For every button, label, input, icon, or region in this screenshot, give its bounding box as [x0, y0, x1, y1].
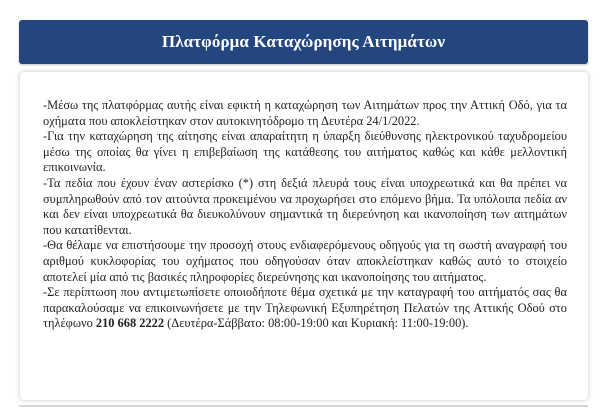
info-paragraph-plate-number: -Θα θέλαμε να επιστήσουμε την προσοχή στους ενδιαφερόμενους οδηγούς για τη σωστή αναγραφή του αριθμού κυκλοφορίας του οχήματος που οδηγούσαν όταν αποκλείστηκαν καθώς αυτό το στοιχείο αποτελεί μία από τις βασικές πληροφορίες διερεύνησης και ικανοποίησης του αιτήματος.	[43, 238, 567, 284]
info-paragraph-email: -Για την καταχώρηση της αίτησης είναι απαραίτητη η ύπαρξη διεύθυνσης ηλεκτρονικού ταχυδρομείου μέσω της οποίας θα γίνει η επιβεβαίωση της κατάθεσης του αιτήματος καθώς και κάθε μελλοντική επικοινωνία.	[43, 129, 567, 175]
contact-text: -Σε περίπτωση που αντιμετωπίσετε οποιοδήποτε θέμα σχετικά με την καταγραφή του αιτήματός σας θα παρακαλούσαμε να επικοινωνήσετε με την Τηλεφωνική Εξυπηρέτηση Πελατών της Αττικής Οδού στο τηλέφωνο	[43, 285, 567, 331]
info-paragraph-contact	[43, 285, 567, 332]
info-text	[43, 98, 567, 332]
footer-divider	[19, 405, 588, 407]
contact-hours: (Δευτέρα-Σάββατο: 08:00-19:00 και Κυριακή: 11:00-19:00).	[164, 316, 469, 331]
page-title: Πλατφόρμα Καταχώρησης Αιτημάτων	[161, 32, 446, 51]
contact-phone-number: 210 668 2222	[95, 316, 165, 331]
info-paragraph-required-fields: -Τα πεδία που έχουν έναν αστερίσκο (*) στη δεξιά πλευρά τους είναι υποχρεωτικά και θα πρέπει να συμπληρωθούν από τον αιτούντα προκειμένου να προχωρήσει στο επόμενο βήμα. Τα υπόλοιπα πεδία αν και δεν είναι υποχρεωτικά θα διευκολύνουν σημαντικά τη διερεύνηση και ικανοποίηση των αιτημάτων που κατατίθενται.	[43, 175, 567, 237]
page-header	[19, 20, 588, 64]
info-panel	[20, 72, 588, 400]
info-paragraph-access: -Μέσω της πλατφόρμας αυτής είναι εφικτή η καταχώρηση των Αιτημάτων προς την Αττική Οδό, για τα οχήματα που αποκλείστηκαν στον αυτοκινητόδρομο τη Δευτέρα 24/1/2022.	[43, 98, 567, 128]
